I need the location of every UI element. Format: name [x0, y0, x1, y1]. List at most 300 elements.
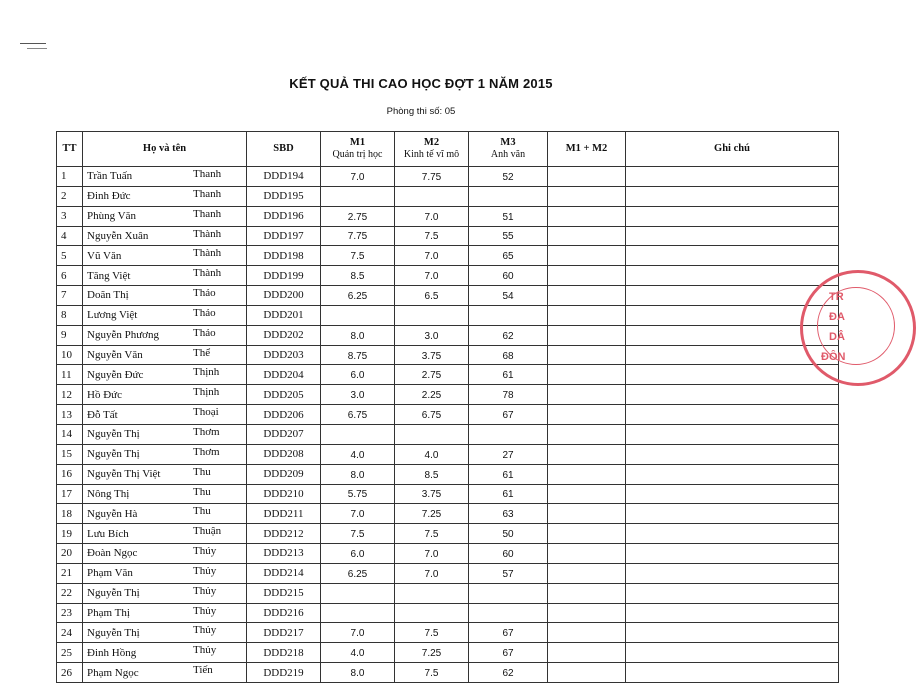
cell-tt: 8 — [57, 305, 83, 325]
cell-m1: 7.0 — [321, 167, 395, 187]
cell-tt: 1 — [57, 167, 83, 187]
cell-sbd: DDD199 — [247, 266, 321, 286]
cell-m3: 78 — [469, 385, 548, 405]
cell-name — [83, 345, 247, 365]
cell-note — [626, 385, 839, 405]
table-row — [57, 385, 839, 405]
cell-m3 — [469, 305, 548, 325]
cell-m2: 7.5 — [395, 663, 469, 683]
cell-m1: 8.0 — [321, 663, 395, 683]
cell-sbd: DDD197 — [247, 226, 321, 246]
cell-sbd: DDD213 — [247, 544, 321, 564]
cell-name — [83, 266, 247, 286]
given-name: Thoại — [193, 406, 219, 419]
cell-m1m2 — [548, 424, 626, 444]
given-name: Thủy — [193, 624, 217, 637]
cell-name — [83, 464, 247, 484]
cell-sbd: DDD202 — [247, 325, 321, 345]
cell-tt: 20 — [57, 544, 83, 564]
table-row — [57, 345, 839, 365]
given-name: Thành — [193, 227, 222, 240]
cell-m1m2 — [548, 305, 626, 325]
family-name: Vũ Văn — [87, 249, 122, 262]
cell-m1: 7.5 — [321, 246, 395, 266]
cell-m1: 6.0 — [321, 544, 395, 564]
family-name: Nguyễn Phương — [87, 329, 159, 342]
table-row — [57, 603, 839, 623]
cell-m3 — [469, 583, 548, 603]
cell-m1m2 — [548, 226, 626, 246]
cell-name — [83, 206, 247, 226]
cell-m3: 61 — [469, 484, 548, 504]
seal-text: ĐA — [829, 311, 845, 323]
cell-m2: 2.75 — [395, 365, 469, 385]
family-name: Nguyễn Đức — [87, 368, 144, 381]
cell-name — [83, 643, 247, 663]
cell-m2: 3.75 — [395, 345, 469, 365]
table-row — [57, 484, 839, 504]
cell-m1m2 — [548, 405, 626, 425]
cell-tt: 25 — [57, 643, 83, 663]
cell-m2: 6.75 — [395, 405, 469, 425]
cell-name — [83, 544, 247, 564]
cell-note — [626, 484, 839, 504]
cell-sbd: DDD212 — [247, 524, 321, 544]
table-row — [57, 325, 839, 345]
family-name: Nguyễn Xuân — [87, 229, 149, 242]
given-name: Thuận — [193, 525, 222, 538]
cell-m1m2 — [548, 246, 626, 266]
cell-m2: 7.25 — [395, 504, 469, 524]
family-name: Đỗ Tất — [87, 408, 118, 421]
cell-m3: 63 — [469, 504, 548, 524]
cell-m3: 60 — [469, 266, 548, 286]
table-row — [57, 663, 839, 683]
cell-m1: 3.0 — [321, 385, 395, 405]
cell-note — [626, 603, 839, 623]
family-name: Nông Thị — [87, 487, 130, 500]
cell-m2: 7.25 — [395, 643, 469, 663]
given-name: Thu — [193, 505, 211, 518]
cell-tt: 14 — [57, 424, 83, 444]
cell-sbd: DDD219 — [247, 663, 321, 683]
cell-m2: 7.75 — [395, 167, 469, 187]
cell-sbd: DDD211 — [247, 504, 321, 524]
cell-name — [83, 444, 247, 464]
cell-m2: 3.0 — [395, 325, 469, 345]
given-name: Thanh — [193, 168, 222, 180]
given-name: Thảo — [193, 326, 216, 339]
cell-m1m2 — [548, 167, 626, 187]
cell-sbd: DDD205 — [247, 385, 321, 405]
cell-m1m2 — [548, 563, 626, 583]
family-name: Phạm Thị — [87, 606, 130, 619]
given-name: Thành — [193, 247, 222, 260]
cell-m1m2 — [548, 663, 626, 683]
cell-m3: 60 — [469, 544, 548, 564]
cell-m1m2 — [548, 286, 626, 306]
cell-sbd: DDD198 — [247, 246, 321, 266]
cell-sbd: DDD216 — [247, 603, 321, 623]
cell-m2 — [395, 186, 469, 206]
cell-m3: 62 — [469, 663, 548, 683]
table-row — [57, 583, 839, 603]
cell-name — [83, 286, 247, 306]
header-m2 — [395, 132, 469, 167]
cell-m3: 68 — [469, 345, 548, 365]
family-name: Lương Việt — [87, 309, 138, 322]
cell-m2: 8.5 — [395, 464, 469, 484]
header-m1-code: M1 — [349, 137, 366, 148]
cell-m1: 5.75 — [321, 484, 395, 504]
cell-m1m2 — [548, 603, 626, 623]
cell-note — [626, 444, 839, 464]
cell-note — [626, 424, 839, 444]
cell-m1: 7.0 — [321, 504, 395, 524]
seal-text: DÂ — [829, 331, 845, 343]
cell-m3: 61 — [469, 464, 548, 484]
cell-m2: 7.0 — [395, 563, 469, 583]
given-name: Thu — [193, 465, 211, 478]
cell-m1 — [321, 583, 395, 603]
table-row — [57, 246, 839, 266]
cell-note — [626, 226, 839, 246]
cell-tt: 22 — [57, 583, 83, 603]
family-name: Nguyễn Thị — [87, 587, 140, 600]
cell-sbd: DDD206 — [247, 405, 321, 425]
cell-m2 — [395, 603, 469, 623]
header-m1m2: M1 + M2 — [548, 132, 626, 167]
given-name: Tiến — [193, 664, 213, 677]
header-m1 — [321, 132, 395, 167]
cell-note — [626, 504, 839, 524]
cell-m1m2 — [548, 464, 626, 484]
cell-note — [626, 544, 839, 564]
given-name: Thủy — [193, 604, 217, 617]
cell-m1m2 — [548, 325, 626, 345]
family-name: Đinh Hồng — [87, 646, 137, 659]
family-name: Phùng Văn — [87, 210, 136, 223]
family-name: Hồ Đức — [87, 388, 122, 401]
cell-m3: 51 — [469, 206, 548, 226]
given-name: Thơm — [193, 425, 220, 438]
cell-name — [83, 186, 247, 206]
family-name: Lưu Bích — [87, 527, 129, 540]
cell-note — [626, 583, 839, 603]
cell-sbd: DDD215 — [247, 583, 321, 603]
cell-m1 — [321, 603, 395, 623]
family-name: Nguyễn Thị — [87, 448, 140, 461]
cell-note — [626, 563, 839, 583]
cell-sbd: DDD195 — [247, 186, 321, 206]
cell-name — [83, 325, 247, 345]
header-name: Họ và tên — [83, 132, 247, 167]
cell-m2: 7.5 — [395, 226, 469, 246]
given-name: Thảo — [193, 306, 216, 319]
cell-tt: 3 — [57, 206, 83, 226]
cell-tt: 7 — [57, 286, 83, 306]
header-m1-subject: Quản trị học — [332, 149, 383, 160]
cell-note — [626, 266, 839, 286]
cell-m1m2 — [548, 504, 626, 524]
table-row — [57, 226, 839, 246]
cell-m2: 3.75 — [395, 484, 469, 504]
cell-sbd: DDD207 — [247, 424, 321, 444]
cell-note — [626, 643, 839, 663]
header-tt: TT — [57, 132, 83, 167]
cell-tt: 24 — [57, 623, 83, 643]
cell-name — [83, 504, 247, 524]
family-name: Trần Tuấn — [87, 170, 133, 183]
family-name: Nguyễn Hà — [87, 507, 138, 520]
table-row — [57, 544, 839, 564]
family-name: Tăng Việt — [87, 269, 131, 282]
cell-note — [626, 365, 839, 385]
given-name: Thanh — [193, 207, 222, 220]
header-note: Ghi chú — [626, 132, 839, 167]
cell-tt: 11 — [57, 365, 83, 385]
cell-m1 — [321, 424, 395, 444]
cell-sbd: DDD210 — [247, 484, 321, 504]
cell-tt: 21 — [57, 563, 83, 583]
table-row — [57, 266, 839, 286]
cell-m2 — [395, 583, 469, 603]
cell-m3: 65 — [469, 246, 548, 266]
header-m2-code: M2 — [423, 137, 440, 148]
cell-m3: 62 — [469, 325, 548, 345]
cell-name — [83, 583, 247, 603]
cell-m1m2 — [548, 186, 626, 206]
cell-note — [626, 405, 839, 425]
cell-m3 — [469, 424, 548, 444]
cell-m2: 7.5 — [395, 623, 469, 643]
cell-name — [83, 603, 247, 623]
cell-note — [626, 623, 839, 643]
cell-m2: 7.5 — [395, 524, 469, 544]
cell-m1m2 — [548, 266, 626, 286]
header-m3 — [469, 132, 548, 167]
cell-sbd: DDD201 — [247, 305, 321, 325]
cell-m1: 6.75 — [321, 405, 395, 425]
cell-m1m2 — [548, 444, 626, 464]
cell-sbd: DDD194 — [247, 167, 321, 187]
cell-tt: 18 — [57, 504, 83, 524]
scan-mark — [27, 48, 47, 49]
family-name: Phạm Văn — [87, 567, 133, 580]
cell-m1: 8.75 — [321, 345, 395, 365]
cell-m1: 6.25 — [321, 563, 395, 583]
family-name: Đoàn Ngọc — [87, 547, 138, 560]
table-row — [57, 365, 839, 385]
cell-tt: 6 — [57, 266, 83, 286]
table-row — [57, 405, 839, 425]
cell-m2: 7.0 — [395, 246, 469, 266]
cell-name — [83, 246, 247, 266]
cell-note — [626, 167, 839, 187]
cell-tt: 23 — [57, 603, 83, 623]
cell-m1: 8.0 — [321, 464, 395, 484]
family-name: Nguyễn Thị — [87, 626, 140, 639]
official-seal — [800, 270, 916, 386]
table-row — [57, 464, 839, 484]
cell-m1 — [321, 186, 395, 206]
cell-m1: 7.0 — [321, 623, 395, 643]
cell-sbd: DDD209 — [247, 464, 321, 484]
table-row — [57, 504, 839, 524]
cell-m3: 67 — [469, 643, 548, 663]
cell-m1: 8.0 — [321, 325, 395, 345]
header-m3-subject: Anh văn — [490, 149, 526, 160]
cell-m1m2 — [548, 484, 626, 504]
given-name: Thanh — [193, 187, 222, 200]
family-name: Phạm Ngọc — [87, 666, 139, 679]
cell-tt: 4 — [57, 226, 83, 246]
given-name: Thủy — [193, 564, 217, 577]
header-sbd: SBD — [247, 132, 321, 167]
cell-m2 — [395, 305, 469, 325]
cell-m3: 61 — [469, 365, 548, 385]
cell-m2: 6.5 — [395, 286, 469, 306]
table-row — [57, 206, 839, 226]
cell-m2: 7.0 — [395, 266, 469, 286]
cell-m2: 2.25 — [395, 385, 469, 405]
table-row — [57, 524, 839, 544]
cell-m1: 2.75 — [321, 206, 395, 226]
table-header-row — [57, 132, 839, 167]
family-name: Nguyễn Văn — [87, 349, 143, 362]
cell-m3 — [469, 603, 548, 623]
table-row — [57, 167, 839, 187]
cell-sbd: DDD208 — [247, 444, 321, 464]
cell-name — [83, 484, 247, 504]
cell-name — [83, 424, 247, 444]
cell-sbd: DDD200 — [247, 286, 321, 306]
cell-m3: 27 — [469, 444, 548, 464]
cell-tt: 13 — [57, 405, 83, 425]
cell-sbd: DDD214 — [247, 563, 321, 583]
cell-m3: 57 — [469, 563, 548, 583]
table-row — [57, 424, 839, 444]
table-row — [57, 305, 839, 325]
table-row — [57, 444, 839, 464]
cell-m1m2 — [548, 544, 626, 564]
cell-m1: 7.75 — [321, 226, 395, 246]
cell-m3 — [469, 186, 548, 206]
cell-note — [626, 464, 839, 484]
cell-m1: 4.0 — [321, 643, 395, 663]
family-name: Doãn Thị — [87, 289, 129, 302]
given-name: Thảo — [193, 287, 216, 300]
cell-tt: 2 — [57, 186, 83, 206]
document-title: KẾT QUẢ THI CAO HỌC ĐỢT 1 NĂM 2015 — [289, 76, 553, 91]
given-name: Thúy — [193, 545, 217, 558]
cell-m1 — [321, 305, 395, 325]
cell-m1m2 — [548, 345, 626, 365]
cell-m2: 7.0 — [395, 544, 469, 564]
cell-m1: 6.25 — [321, 286, 395, 306]
header-m2-subject: Kinh tế vĩ mô — [403, 149, 460, 160]
cell-name — [83, 226, 247, 246]
cell-m3: 55 — [469, 226, 548, 246]
cell-name — [83, 663, 247, 683]
cell-tt: 9 — [57, 325, 83, 345]
exam-room-label: Phòng thi số: 05 — [386, 106, 456, 117]
given-name: Thủy — [193, 644, 217, 657]
table-row — [57, 623, 839, 643]
given-name: Thơm — [193, 445, 220, 458]
cell-m2 — [395, 424, 469, 444]
seal-text: TR — [829, 291, 844, 303]
table-row — [57, 563, 839, 583]
cell-m2: 4.0 — [395, 444, 469, 464]
cell-m1m2 — [548, 643, 626, 663]
cell-note — [626, 206, 839, 226]
cell-m3: 67 — [469, 623, 548, 643]
cell-note — [626, 663, 839, 683]
cell-m1m2 — [548, 524, 626, 544]
results-table — [56, 131, 839, 683]
cell-sbd: DDD217 — [247, 623, 321, 643]
cell-m2: 7.0 — [395, 206, 469, 226]
cell-tt: 5 — [57, 246, 83, 266]
cell-sbd: DDD196 — [247, 206, 321, 226]
given-name: Thành — [193, 267, 222, 280]
given-name: Thịnh — [193, 366, 220, 379]
given-name: Thủy — [193, 584, 217, 597]
cell-m1: 4.0 — [321, 444, 395, 464]
cell-m1m2 — [548, 583, 626, 603]
cell-name — [83, 524, 247, 544]
cell-m3: 50 — [469, 524, 548, 544]
cell-tt: 26 — [57, 663, 83, 683]
cell-name — [83, 405, 247, 425]
cell-name — [83, 167, 247, 187]
cell-tt: 17 — [57, 484, 83, 504]
table-row — [57, 286, 839, 306]
cell-tt: 16 — [57, 464, 83, 484]
cell-m1: 8.5 — [321, 266, 395, 286]
table-row — [57, 186, 839, 206]
family-name: Nguyễn Thị — [87, 428, 140, 441]
cell-name — [83, 385, 247, 405]
cell-sbd: DDD218 — [247, 643, 321, 663]
given-name: Thịnh — [193, 386, 220, 399]
cell-sbd: DDD204 — [247, 365, 321, 385]
cell-tt: 12 — [57, 385, 83, 405]
cell-m1m2 — [548, 365, 626, 385]
cell-m3: 67 — [469, 405, 548, 425]
family-name: Nguyễn Thị Việt — [87, 468, 161, 481]
family-name: Đinh Đức — [87, 190, 131, 203]
cell-m1: 6.0 — [321, 365, 395, 385]
cell-m3: 52 — [469, 167, 548, 187]
given-name: Thu — [193, 485, 211, 498]
cell-tt: 15 — [57, 444, 83, 464]
cell-tt: 19 — [57, 524, 83, 544]
header-m3-code: M3 — [500, 137, 516, 148]
given-name: Thể — [193, 346, 211, 359]
cell-m1m2 — [548, 623, 626, 643]
table-row — [57, 643, 839, 663]
cell-sbd: DDD203 — [247, 345, 321, 365]
cell-m1m2 — [548, 385, 626, 405]
seal-text: ĐÔN — [821, 351, 846, 363]
cell-name — [83, 305, 247, 325]
scan-mark — [20, 43, 46, 44]
cell-m1: 7.5 — [321, 524, 395, 544]
cell-name — [83, 365, 247, 385]
cell-note — [626, 186, 839, 206]
